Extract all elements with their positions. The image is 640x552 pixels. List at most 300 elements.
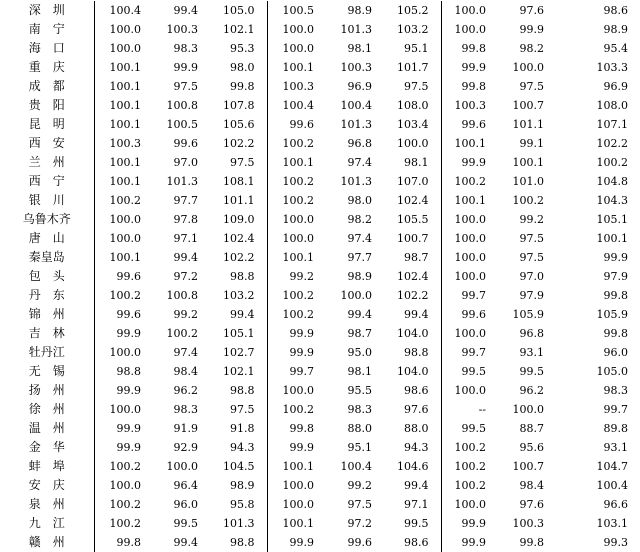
index-value-cell: 98.9	[210, 476, 267, 495]
city-name-cell: 海 口	[0, 39, 94, 58]
index-value-cell: 100.0	[109, 403, 141, 416]
index-value-cell: 97.9	[603, 270, 628, 283]
index-value-cell: 99.9	[461, 517, 486, 530]
index-value-cell: 100.7	[512, 99, 544, 112]
index-value-cell: 100.5	[282, 4, 314, 17]
index-value-cell: 100.4	[282, 99, 314, 112]
index-value-cell: 100.1	[282, 251, 314, 264]
index-value-cell: 101.1	[210, 191, 267, 210]
index-value-cell: 99.8	[519, 536, 544, 549]
table-row	[0, 438, 640, 457]
table-row	[0, 514, 640, 533]
city-name-cell: 赣 州	[0, 533, 94, 552]
index-value-cell: 88.0	[347, 422, 372, 435]
index-value-cell: 100.2	[454, 441, 486, 454]
index-value-cell: 100.0	[282, 384, 314, 397]
index-value-cell: 94.3	[384, 438, 441, 457]
city-name-cell: 锦 州	[0, 305, 94, 324]
city-name-cell: 西 宁	[0, 172, 94, 191]
city-name-cell: 徐 州	[0, 400, 94, 419]
index-value-cell: 95.8	[210, 495, 267, 514]
index-value-cell: 98.7	[384, 248, 441, 267]
index-value-cell: 100.2	[109, 498, 141, 511]
table-row	[0, 96, 640, 115]
index-value-cell: 99.4	[210, 305, 267, 324]
index-value-cell: 100.2	[512, 194, 544, 207]
index-value-cell: 97.6	[519, 4, 544, 17]
city-name-cell: 包 头	[0, 267, 94, 286]
index-value-cell: 100.2	[109, 460, 141, 473]
index-value-cell: 96.9	[347, 80, 372, 93]
index-value-cell: 99.5	[173, 517, 198, 530]
index-value-cell: 101.3	[340, 23, 372, 36]
index-value-cell: 97.5	[519, 232, 544, 245]
index-value-cell: 99.9	[289, 346, 314, 359]
table-body	[0, 1, 640, 552]
index-value-cell: 100.4	[340, 460, 372, 473]
city-name-cell: 兰 州	[0, 153, 94, 172]
city-name-cell: 安 庆	[0, 476, 94, 495]
index-value-cell: 89.8	[603, 422, 628, 435]
index-value-cell: 99.6	[461, 118, 486, 131]
index-value-cell: 100.1	[109, 175, 141, 188]
index-value-cell: 104.5	[210, 457, 267, 476]
index-value-cell: 99.4	[347, 308, 372, 321]
index-value-cell: 97.5	[173, 80, 198, 93]
index-value-cell: 100.4	[109, 4, 141, 17]
index-value-cell: 100.4	[596, 479, 628, 492]
index-value-cell: 104.0	[384, 324, 441, 343]
index-value-cell: 96.0	[603, 346, 628, 359]
table-row	[0, 134, 640, 153]
index-value-cell: 100.2	[109, 517, 141, 530]
index-value-cell: 101.0	[512, 175, 544, 188]
index-value-cell: 97.0	[519, 270, 544, 283]
index-value-cell: 100.1	[282, 460, 314, 473]
index-value-cell: 96.8	[519, 327, 544, 340]
city-name-cell: 扬 州	[0, 381, 94, 400]
index-value-cell: 100.0	[282, 42, 314, 55]
index-value-cell: 98.8	[210, 533, 267, 552]
index-value-cell: 99.9	[116, 422, 141, 435]
index-value-cell: 104.6	[384, 457, 441, 476]
index-value-cell: 100.2	[282, 403, 314, 416]
index-value-cell: 100.3	[512, 517, 544, 530]
index-value-cell: 98.6	[603, 4, 628, 17]
city-name-cell: 银 川	[0, 191, 94, 210]
index-value-cell: 103.3	[596, 61, 628, 74]
index-value-cell: 99.9	[461, 156, 486, 169]
index-value-cell: 100.0	[454, 23, 486, 36]
index-value-cell: 100.0	[340, 289, 372, 302]
index-value-cell: 96.0	[173, 498, 198, 511]
index-value-cell: 99.9	[116, 441, 141, 454]
index-value-cell: 100.3	[340, 61, 372, 74]
index-value-cell: 99.7	[461, 346, 486, 359]
index-value-cell: 100.2	[282, 194, 314, 207]
table-row	[0, 267, 640, 286]
index-value-cell: 100.5	[166, 118, 198, 131]
table-row	[0, 381, 640, 400]
index-value-cell: 100.1	[282, 61, 314, 74]
index-value-cell: 98.1	[347, 42, 372, 55]
index-value-cell: 95.0	[347, 346, 372, 359]
index-value-cell: --	[478, 403, 486, 416]
index-value-cell: 100.0	[109, 213, 141, 226]
index-value-cell: 98.1	[347, 365, 372, 378]
index-value-cell: 100.0	[109, 346, 141, 359]
city-name-cell: 泉 州	[0, 495, 94, 514]
index-value-cell: 98.6	[384, 533, 441, 552]
city-name-cell: 唐 山	[0, 229, 94, 248]
index-value-cell: 99.9	[289, 536, 314, 549]
index-value-cell: 99.6	[289, 118, 314, 131]
index-value-cell: 97.1	[384, 495, 441, 514]
city-name-cell: 吉 林	[0, 324, 94, 343]
table-row	[0, 1, 640, 20]
index-value-cell: 98.3	[347, 403, 372, 416]
index-value-cell: 100.1	[282, 156, 314, 169]
index-value-cell: 95.1	[347, 441, 372, 454]
index-value-cell: 102.4	[384, 191, 441, 210]
table-row	[0, 153, 640, 172]
index-value-cell: 100.8	[166, 289, 198, 302]
index-value-cell: 100.2	[282, 175, 314, 188]
index-value-cell: 100.3	[282, 80, 314, 93]
table-row	[0, 58, 640, 77]
index-value-cell: 102.4	[384, 267, 441, 286]
index-value-cell: 100.2	[109, 194, 141, 207]
index-value-cell: 99.8	[461, 42, 486, 55]
index-value-cell: 96.8	[347, 137, 372, 150]
index-value-cell: 100.2	[454, 460, 486, 473]
index-value-cell: 95.4	[603, 42, 628, 55]
index-value-cell: 98.4	[519, 479, 544, 492]
index-value-cell: 100.8	[166, 99, 198, 112]
index-value-cell: 100.1	[109, 80, 141, 93]
index-value-cell: 100.7	[384, 229, 441, 248]
index-value-cell: 95.3	[210, 39, 267, 58]
index-value-cell: 108.0	[384, 96, 441, 115]
index-value-cell: 102.2	[210, 134, 267, 153]
city-name-cell: 南 宁	[0, 20, 94, 39]
index-value-cell: 100.1	[512, 156, 544, 169]
index-value-cell: 102.1	[210, 362, 267, 381]
index-value-cell: 99.6	[461, 308, 486, 321]
table-row	[0, 39, 640, 58]
index-value-cell: 100.2	[454, 175, 486, 188]
index-value-cell: 103.2	[210, 286, 267, 305]
index-value-cell: 104.8	[596, 175, 628, 188]
index-value-cell: 100.0	[109, 479, 141, 492]
index-value-cell: 98.3	[173, 403, 198, 416]
index-value-cell: 97.2	[173, 270, 198, 283]
city-name-cell: 深 圳	[0, 1, 94, 20]
index-value-cell: 99.2	[289, 270, 314, 283]
table-row	[0, 286, 640, 305]
table-row	[0, 77, 640, 96]
index-value-cell: 99.4	[173, 251, 198, 264]
index-value-cell: 99.9	[461, 536, 486, 549]
city-name-cell: 西 安	[0, 134, 94, 153]
index-value-cell: 99.5	[519, 365, 544, 378]
index-value-cell: 97.5	[384, 77, 441, 96]
index-value-cell: 97.9	[519, 289, 544, 302]
index-value-cell: 101.3	[340, 175, 372, 188]
index-value-cell: 99.2	[173, 308, 198, 321]
index-value-cell: 99.8	[289, 422, 314, 435]
index-value-cell: 98.4	[173, 365, 198, 378]
index-value-cell: 98.0	[210, 58, 267, 77]
index-value-cell: 107.0	[384, 172, 441, 191]
table-row	[0, 495, 640, 514]
index-value-cell: 99.4	[173, 536, 198, 549]
index-value-cell: 100.0	[454, 213, 486, 226]
index-value-cell: 95.6	[519, 441, 544, 454]
index-value-cell: 100.0	[454, 4, 486, 17]
index-value-cell: 99.7	[603, 403, 628, 416]
index-value-cell: 100.0	[282, 232, 314, 245]
index-value-cell: 99.5	[384, 514, 441, 533]
index-value-cell: 100.2	[282, 289, 314, 302]
index-value-cell: 100.1	[109, 99, 141, 112]
city-name-cell: 乌鲁木齐	[0, 210, 94, 229]
index-value-cell: 101.1	[512, 118, 544, 131]
index-value-cell: 98.0	[347, 194, 372, 207]
table-row	[0, 419, 640, 438]
index-value-cell: 97.8	[173, 213, 198, 226]
index-value-cell: 100.2	[166, 327, 198, 340]
index-value-cell: 92.9	[173, 441, 198, 454]
index-value-cell: 97.4	[347, 232, 372, 245]
index-value-cell: 100.1	[109, 156, 141, 169]
index-value-cell: 99.6	[116, 270, 141, 283]
index-value-cell: 97.4	[347, 156, 372, 169]
index-value-cell: 88.0	[384, 419, 441, 438]
index-value-cell: 98.3	[603, 384, 628, 397]
index-value-cell: 99.8	[603, 327, 628, 340]
index-value-cell: 100.0	[282, 498, 314, 511]
index-value-cell: 93.1	[603, 441, 628, 454]
index-value-cell: 100.1	[454, 137, 486, 150]
index-value-cell: 100.0	[454, 327, 486, 340]
index-value-cell: 101.7	[384, 58, 441, 77]
index-value-cell: 101.3	[210, 514, 267, 533]
index-value-cell: 99.6	[347, 536, 372, 549]
index-value-cell: 99.2	[519, 213, 544, 226]
index-value-cell: 99.6	[116, 308, 141, 321]
index-value-cell: 100.2	[454, 479, 486, 492]
index-value-cell: 97.6	[384, 400, 441, 419]
index-value-cell: 99.5	[461, 365, 486, 378]
index-value-cell: 100.1	[109, 61, 141, 74]
index-value-cell: 99.4	[384, 476, 441, 495]
index-value-cell: 104.0	[384, 362, 441, 381]
table-row	[0, 343, 640, 362]
index-value-cell: 97.7	[347, 251, 372, 264]
price-index-table	[0, 1, 640, 552]
index-value-cell: 100.0	[454, 270, 486, 283]
index-value-cell: 100.0	[454, 498, 486, 511]
table-row	[0, 457, 640, 476]
index-value-cell: 108.0	[596, 99, 628, 112]
city-name-cell: 九 江	[0, 514, 94, 533]
index-value-cell: 96.4	[173, 479, 198, 492]
index-value-cell: 100.0	[384, 134, 441, 153]
index-value-cell: 99.9	[289, 327, 314, 340]
city-name-cell: 金 华	[0, 438, 94, 457]
index-value-cell: 100.2	[282, 308, 314, 321]
index-value-cell: 99.9	[173, 61, 198, 74]
index-value-cell: 98.9	[603, 23, 628, 36]
index-value-cell: 91.8	[210, 419, 267, 438]
index-value-cell: 99.8	[210, 77, 267, 96]
table-row	[0, 362, 640, 381]
index-value-cell: 98.8	[384, 343, 441, 362]
index-value-cell: 99.9	[461, 61, 486, 74]
index-value-cell: 97.7	[173, 194, 198, 207]
index-value-cell: 97.5	[347, 498, 372, 511]
index-value-cell: 96.6	[603, 498, 628, 511]
index-value-cell: 98.9	[347, 270, 372, 283]
index-value-cell: 100.1	[454, 194, 486, 207]
index-value-cell: 104.7	[596, 460, 628, 473]
index-value-cell: 95.1	[384, 39, 441, 58]
index-value-cell: 105.6	[210, 115, 267, 134]
index-value-cell: 99.6	[173, 137, 198, 150]
index-value-cell: 100.0	[166, 460, 198, 473]
table-row	[0, 229, 640, 248]
table-row	[0, 400, 640, 419]
index-value-cell: 96.9	[603, 80, 628, 93]
index-value-cell: 98.7	[347, 327, 372, 340]
index-value-cell: 97.2	[347, 517, 372, 530]
index-value-cell: 95.5	[347, 384, 372, 397]
index-value-cell: 103.2	[384, 20, 441, 39]
index-value-cell: 100.3	[454, 99, 486, 112]
index-value-cell: 105.5	[384, 210, 441, 229]
index-value-cell: 100.1	[109, 251, 141, 264]
index-value-cell: 105.0	[596, 365, 628, 378]
index-value-cell: 99.9	[289, 441, 314, 454]
city-name-cell: 重 庆	[0, 58, 94, 77]
index-value-cell: 102.4	[210, 229, 267, 248]
city-name-cell: 贵 阳	[0, 96, 94, 115]
table-row	[0, 172, 640, 191]
index-value-cell: 101.3	[340, 118, 372, 131]
index-value-cell: 99.9	[116, 327, 141, 340]
index-value-cell: 105.9	[596, 308, 628, 321]
index-value-cell: 94.3	[210, 438, 267, 457]
index-value-cell: 102.2	[210, 248, 267, 267]
index-value-cell: 103.4	[384, 115, 441, 134]
index-value-cell: 97.1	[173, 232, 198, 245]
index-value-cell: 102.2	[384, 286, 441, 305]
city-name-cell: 牡丹江	[0, 343, 94, 362]
index-value-cell: 100.1	[109, 118, 141, 131]
index-value-cell: 88.7	[519, 422, 544, 435]
index-value-cell: 100.1	[596, 232, 628, 245]
index-value-cell: 100.2	[596, 156, 628, 169]
index-value-cell: 91.9	[173, 422, 198, 435]
index-value-cell: 101.3	[166, 175, 198, 188]
table-row	[0, 248, 640, 267]
table-row	[0, 115, 640, 134]
index-value-cell: 99.9	[603, 251, 628, 264]
index-value-cell: 99.7	[461, 289, 486, 302]
index-value-cell: 97.5	[519, 80, 544, 93]
index-value-cell: 100.0	[282, 213, 314, 226]
index-value-cell: 100.0	[109, 23, 141, 36]
index-value-cell: 105.2	[384, 1, 441, 20]
index-value-cell: 100.2	[282, 137, 314, 150]
index-value-cell: 100.2	[109, 289, 141, 302]
index-value-cell: 98.6	[384, 381, 441, 400]
index-value-cell: 98.2	[347, 213, 372, 226]
city-name-cell: 无 锡	[0, 362, 94, 381]
index-value-cell: 100.0	[512, 403, 544, 416]
index-value-cell: 99.8	[461, 80, 486, 93]
table-row	[0, 533, 640, 552]
index-value-cell: 102.1	[210, 20, 267, 39]
city-name-cell: 蚌 埠	[0, 457, 94, 476]
index-value-cell: 105.1	[596, 213, 628, 226]
index-value-cell: 96.2	[173, 384, 198, 397]
city-name-cell: 秦皇岛	[0, 248, 94, 267]
index-value-cell: 100.1	[282, 517, 314, 530]
index-value-cell: 99.1	[519, 137, 544, 150]
index-value-cell: 99.9	[116, 384, 141, 397]
index-value-cell: 102.7	[210, 343, 267, 362]
city-name-cell: 昆 明	[0, 115, 94, 134]
index-value-cell: 109.0	[210, 210, 267, 229]
index-value-cell: 98.8	[210, 381, 267, 400]
index-value-cell: 98.9	[347, 4, 372, 17]
index-value-cell: 97.5	[210, 400, 267, 419]
index-value-cell: 99.2	[347, 479, 372, 492]
index-value-cell: 98.2	[519, 42, 544, 55]
table-row	[0, 305, 640, 324]
table-row	[0, 476, 640, 495]
index-value-cell: 103.1	[596, 517, 628, 530]
index-value-cell: 97.0	[173, 156, 198, 169]
index-value-cell: 100.0	[282, 23, 314, 36]
index-value-cell: 97.4	[173, 346, 198, 359]
index-value-cell: 97.5	[210, 153, 267, 172]
index-value-cell: 98.8	[116, 365, 141, 378]
index-value-cell: 100.4	[340, 99, 372, 112]
index-value-cell: 102.2	[596, 137, 628, 150]
index-value-cell: 97.6	[519, 498, 544, 511]
index-value-cell: 100.3	[109, 137, 141, 150]
index-value-cell: 99.8	[116, 536, 141, 549]
index-value-cell: 107.8	[210, 96, 267, 115]
city-name-cell: 成 都	[0, 77, 94, 96]
index-value-cell: 99.3	[603, 536, 628, 549]
index-value-cell: 99.8	[603, 289, 628, 302]
index-value-cell: 100.7	[512, 460, 544, 473]
index-value-cell: 100.0	[512, 61, 544, 74]
index-value-cell: 97.5	[519, 251, 544, 264]
index-value-cell: 93.1	[519, 346, 544, 359]
index-value-cell: 98.3	[173, 42, 198, 55]
index-value-cell: 100.0	[109, 232, 141, 245]
index-value-cell: 104.3	[596, 194, 628, 207]
table-row	[0, 324, 640, 343]
index-value-cell: 98.8	[210, 267, 267, 286]
index-value-cell: 99.9	[519, 23, 544, 36]
index-value-cell: 100.0	[454, 384, 486, 397]
